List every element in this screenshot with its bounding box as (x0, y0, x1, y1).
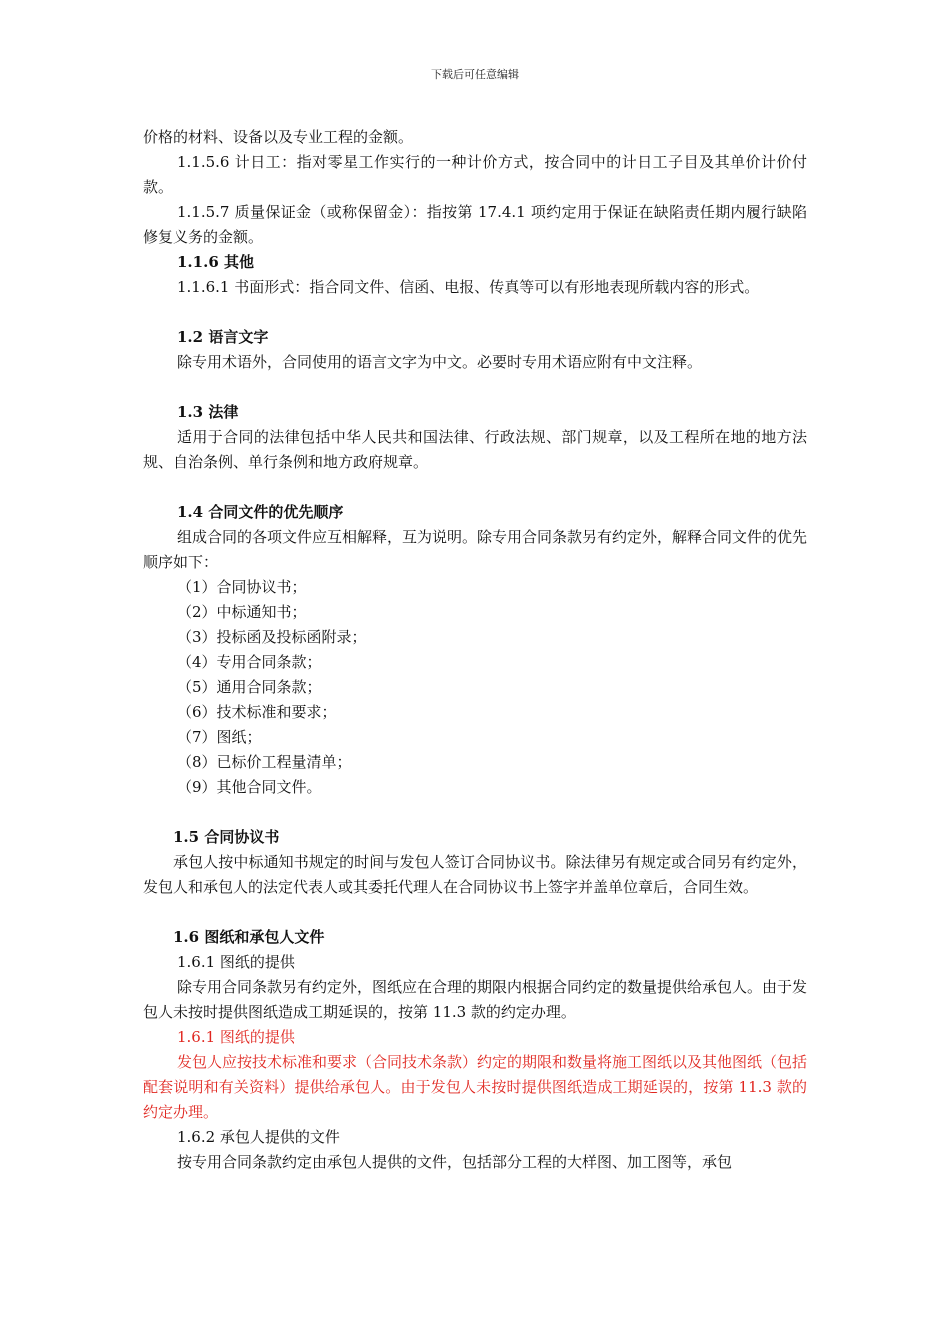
heading-1-5: 1.5 合同协议书 (173, 828, 280, 846)
paragraph-1-2: 除专用术语外，合同使用的语言文字为中文。必要时专用术语应附有中文注释。 (177, 353, 703, 371)
paragraph-intro: 价格的材料、设备以及专业工程的金额。 (143, 128, 414, 146)
page-header: 下载后可任意编辑 (431, 68, 519, 81)
heading-1-2: 1.2 语言文字 (177, 328, 269, 346)
heading-1-4: 1.4 合同文件的优先顺序 (177, 503, 344, 521)
list-item: （9）其他合同文件。 (177, 778, 322, 796)
list-item: （1）合同协议书； (177, 578, 307, 596)
paragraph-1-6-2-title: 1.6.2 承包人提供的文件 (177, 1128, 340, 1146)
heading-1-3: 1.3 法律 (177, 403, 239, 421)
list-item: （5）通用合同条款； (177, 678, 322, 696)
list-item: （4）专用合同条款； (177, 653, 322, 671)
document-body (143, 125, 807, 1175)
paragraph-1-4: 组成合同的各项文件应互相解释，互为说明。除专用合同条款另有约定外，解释合同文件的优先顺序如下： (143, 528, 808, 571)
paragraph-1-6-1-title: 1.6.1 图纸的提供 (177, 953, 295, 971)
paragraph-1-3: 适用于合同的法律包括中华人民共和国法律、行政法规、部门规章，以及工程所在地的地方法规、自治条例、单行条例和地方政府规章。 (143, 428, 807, 471)
paragraph-1-6-1: 除专用合同条款另有约定外，图纸应在合理的期限内根据合同约定的数量提供给承包人。由于发包人未按时提供图纸造成工期延误的，按第 11.3 款的约定办理。 (143, 978, 808, 1021)
paragraph-1-6-1-red: 发包人应按技术标准和要求（合同技术条款）约定的期限和数量将施工图纸以及其他图纸（包括配套说明和有关资料）提供给承包人。由于发包人未按时提供图纸造成工期延误的，按第 11.3 款的约定办理。 (143, 1053, 808, 1121)
paragraph-1-1-6-1: 1.1.6.1 书面形式：指合同文件、信函、电报、传真等可以有形地表现所载内容的形式。 (177, 278, 760, 296)
list-item: （3）投标函及投标函附录； (177, 628, 367, 646)
heading-1-1-6: 1.1.6 其他 (177, 253, 254, 271)
paragraph-1-1-5-6: 1.1.5.6 计日工：指对零星工作实行的一种计价方式，按合同中的计日工子目及其单价计价付款。 (143, 153, 807, 196)
list-item: （2）中标通知书； (177, 603, 307, 621)
heading-1-6: 1.6 图纸和承包人文件 (173, 928, 325, 946)
paragraph-1-5: 承包人按中标通知书规定的时间与发包人签订合同协议书。除法律另有规定或合同另有约定外，发包人和承包人的法定代表人或其委托代理人在合同协议书上签字并盖单位章后，合同生效。 (143, 853, 807, 896)
paragraph-1-6-1-red-title: 1.6.1 图纸的提供 (177, 1028, 295, 1046)
paragraph-1-6-2: 按专用合同条款约定由承包人提供的文件，包括部分工程的大样图、加工图等，承包 (177, 1153, 733, 1171)
list-item: （6）技术标准和要求； (177, 703, 337, 721)
list-item: （7）图纸； (177, 728, 262, 746)
paragraph-1-1-5-7: 1.1.5.7 质量保证金（或称保留金）：指按第 17.4.1 项约定用于保证在缺陷责任期内履行缺陷修复义务的金额。 (143, 203, 807, 246)
list-item: （8）已标价工程量清单； (177, 753, 352, 771)
